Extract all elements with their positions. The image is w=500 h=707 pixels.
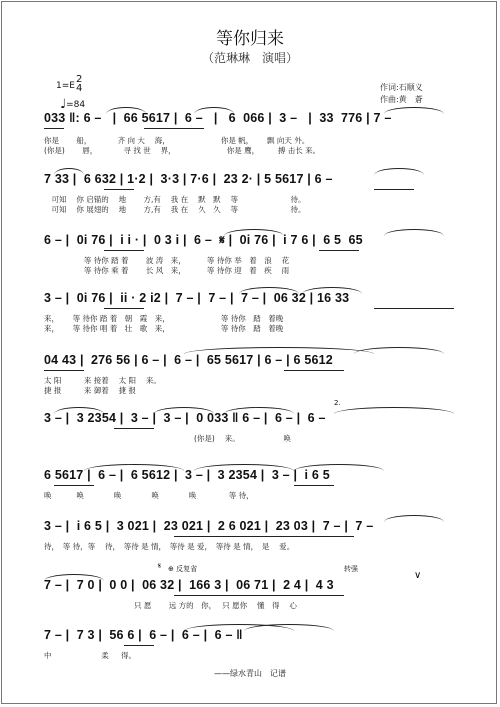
key-text: 1=E	[56, 81, 75, 91]
lyric-line-1: 可知 你 启锚的 地 方,有 我 在 默 默 等 待。	[44, 195, 306, 204]
key-signature	[56, 74, 83, 94]
lyric-line-1: 只 愿 远 方的 你， 只 愿你 懂 得 心	[44, 601, 297, 610]
notation-line: 6 – | 0i 76 | i i · | 0 3 i | 6 – 𝄋 | 0i 76 | i 7 6 | 6 5 65	[44, 233, 363, 247]
dal-segno-mark: 𝄋	[158, 562, 162, 570]
lyric-line-1: 你是 船， 齐 向 大 海， 你是 帆， 飘 向天 外。	[44, 136, 310, 145]
beam-line	[174, 595, 344, 596]
composer-credit: 作曲:黄 蒼	[380, 95, 423, 104]
lyric-line-2: 等 待你 乘 着 长 风 来， 等 待你 迎 着 疾 雨	[44, 266, 290, 275]
slur	[354, 347, 444, 354]
notation-line: 033 ‖: 6 – | 66 5617 | 6 – | 6 066 | 3 – | 33 776 | 7 –	[44, 111, 392, 125]
tempo-marking	[60, 96, 85, 111]
beam-line	[319, 250, 359, 251]
song-title: 等你归来	[216, 29, 284, 49]
coda-note: 转强	[344, 565, 358, 573]
slur	[384, 107, 444, 114]
beam-line	[54, 485, 94, 486]
jump-note: ⊕ 反复省	[168, 565, 198, 573]
beam-line	[374, 308, 454, 309]
notation-line: 7 33 | 6 632 | 1·2 | 3·3 | 7·6 | 23 2· | 5 5617 | 6 –	[44, 172, 333, 186]
beam-line	[174, 536, 354, 537]
notation-line: 7 – | 7 3 | 56 6 | 6 – | 6 – | 6 – ‖	[44, 628, 243, 642]
time-bottom: 4	[76, 83, 83, 94]
lyric-line-1: 中 柔 得。	[44, 651, 137, 660]
lyric-line-1: 待， 等 待，等 待， 等待 是 情， 等待 是 爱， 等待 是 情， 是 爱。	[44, 542, 295, 551]
slur	[244, 624, 334, 631]
slur	[374, 168, 424, 175]
breath-mark: ∨	[414, 570, 422, 581]
beam-line	[294, 485, 334, 486]
tempo-value: =84	[66, 100, 86, 110]
lyric-line-1: 唤 唤 唤 唤 唤 等 待，	[44, 491, 254, 500]
notation-line: 3 – | 0i 76 | ii · 2 i2 | 7 – | 7 – | 7 – | 06 32 | 16 33	[44, 291, 350, 305]
notation-line: 7 – | 7 0 | 0 0 | 06 32 | 166 3 | 06 71 | 2 4 | 4 3	[44, 578, 334, 592]
beam-line	[104, 308, 144, 309]
notation-line: 3 – | i 6 5 | 3 021 | 23 021 | 2 6 021 | 23 03 | 7 – | 7 –	[44, 519, 374, 533]
singer-subtitle: （范琳琳 演唱）	[201, 51, 298, 65]
beam-line	[44, 128, 64, 129]
beam-line	[114, 428, 154, 429]
time-top: 2	[76, 74, 83, 85]
beam-line	[44, 370, 84, 371]
beam-line	[104, 189, 134, 190]
lyric-line-2: 捷 报 来 御着 捷 报	[44, 386, 137, 395]
beam-line	[374, 189, 414, 190]
lyric-line-1: 来， 等 待你 踏 着 朝 霞 来， 等 待你 踏 着晚	[44, 314, 284, 323]
lyric-line-1: (你是) 来。 唤	[44, 434, 291, 443]
beam-line	[104, 250, 144, 251]
lyric-line-2: (你是) 唇， 寻 找 世 界， 你是 鹰， 搏 击长 来。	[44, 146, 321, 155]
lyric-line-2: 来， 等 待你 唱 着 壮 歌 来， 等 待你 踏 着晚	[44, 324, 284, 333]
beam-line	[284, 370, 344, 371]
lyric-line-2: 可知 你 展翅的 地 方,有 我 在 久 久 等 待。	[44, 205, 306, 214]
beam-line	[144, 128, 204, 129]
lyric-line-1: 等 待你 踏 着 波 涛 来， 等 待你 举 着 浪 花	[44, 256, 290, 265]
notation-line: 6 5617 | 6 – | 6 5612 | 3 – | 3 2354 | 3 – | i 6 5	[44, 468, 330, 482]
lyricist-credit: 作词:石顺义	[380, 83, 423, 92]
notation-line: 3 – | 3 2354 | 3 – | 3 – | 0 033 ‖ 6 – | 6 – | 6 –	[44, 411, 326, 425]
time-signature	[76, 75, 82, 93]
notation-line: 04 43 | 276 56 | 6 – | 6 – | 65 5617 | 6 – | 6 5612	[44, 353, 333, 367]
transcriber-credit: ——绿水青山 记谱	[214, 669, 286, 678]
slur	[384, 229, 444, 236]
volta-bracket: 2.	[334, 399, 341, 407]
slur	[384, 515, 444, 522]
quarter-note-icon: ♩	[60, 97, 67, 112]
slur	[334, 407, 454, 414]
beam-line	[124, 645, 154, 646]
lyric-line-1: 太 阳 来 接着 太 阳 来。	[44, 376, 161, 385]
